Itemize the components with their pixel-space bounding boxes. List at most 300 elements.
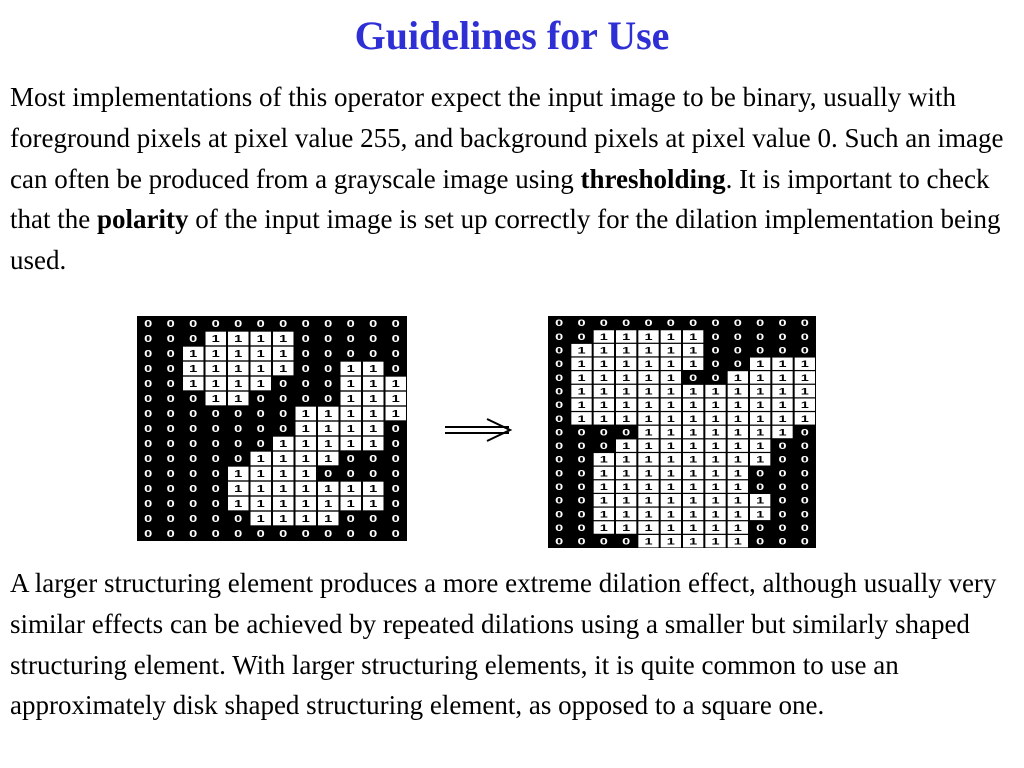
input-grid-cell-value: 1 [189,378,198,390]
input-grid-cell-value: 0 [256,423,265,435]
output-grid-cell-value: 0 [778,468,787,479]
input-grid-cell-value: 1 [279,513,288,525]
input-grid-cell-value: 1 [211,393,220,405]
output-grid-cell-value: 0 [733,318,742,329]
input-grid-cell-value: 0 [211,318,220,330]
output-grid-cell-value: 0 [577,468,586,479]
input-grid-cell-value: 0 [189,423,198,435]
input-grid-cell-value: 0 [166,363,175,375]
input-grid-cell-value: 0 [346,528,355,540]
output-grid-cell-value: 0 [555,509,564,520]
input-grid-cell-value: 1 [301,453,310,465]
output-grid-cell-value: 0 [778,481,787,493]
output-grid-cell-value: 1 [644,345,653,356]
output-grid-cell-value: 1 [756,386,765,397]
input-grid-cell-value: 0 [369,348,378,360]
input-grid-cell-value: 0 [324,378,333,390]
output-grid-cell-value: 1 [644,427,653,438]
output-grid-cell-value: 1 [733,386,742,397]
output-grid-cell-value: 1 [711,522,720,534]
output-grid-cell-value: 0 [711,331,720,343]
output-grid-cell-value: 1 [689,331,698,343]
output-grid-cell-value: 1 [666,468,675,479]
output-grid-cell-value: 1 [599,359,608,370]
intro-paragraph [10,77,1020,281]
output-grid-cell-value: 0 [711,345,720,356]
input-grid-cell-value: 0 [301,528,310,540]
input-grid-cell-value: 0 [189,333,198,345]
output-grid-cell-value: 0 [733,345,742,356]
input-grid-cell-value: 1 [256,363,265,375]
output-grid-cell-value: 1 [644,536,653,547]
output-grid-cell-value: 1 [778,372,787,384]
output-grid-cell-value: 0 [666,318,675,329]
input-grid-cell-value: 1 [346,438,355,450]
slide-title: Guidelines for Use [354,13,670,58]
input-grid-cell-value: 0 [234,408,243,420]
output-grid-cell-value: 1 [599,345,608,356]
output-grid-cell-value: 1 [711,400,720,411]
input-grid-cell-value: 0 [256,408,265,420]
input-grid-cell-value: 1 [391,408,400,420]
input-grid-cell-value: 0 [391,333,400,345]
output-grid-cell-value: 1 [577,345,586,356]
output-grid-cell-value: 1 [666,413,675,424]
output-grid-cell-value: 1 [666,481,675,493]
output-grid-cell-value: 1 [666,372,675,384]
output-grid-cell-value: 1 [689,386,698,397]
output-grid-cell-value: 0 [689,372,698,384]
output-grid-cell-value: 0 [778,536,787,547]
output-grid-cell-value: 0 [800,468,809,479]
input-grid-cell-value: 1 [234,498,243,510]
input-grid-cell-value: 0 [324,348,333,360]
input-grid-cell-value: 0 [369,318,378,330]
input-grid-cell-value: 1 [369,408,378,420]
output-grid-cell-value: 1 [599,454,608,465]
output-grid-cell-value: 1 [689,413,698,424]
input-grid-cell-value: 1 [211,348,220,360]
output-grid-cell-value: 0 [756,468,765,479]
input-grid-cell-value: 0 [279,528,288,540]
output-grid-cell-value: 1 [599,372,608,384]
input-grid-cell-value: 0 [189,498,198,510]
input-grid-cell-value: 0 [391,438,400,450]
output-grid-cell-value: 1 [711,495,720,506]
input-grid-cell-value: 1 [301,408,310,420]
output-grid-cell-value: 1 [689,495,698,506]
output-grid-cell-value: 1 [622,413,631,424]
output-grid-cell-value: 1 [577,386,586,397]
output-grid-cell-value: 1 [644,359,653,370]
input-grid-cell-value: 0 [144,378,153,390]
input-grid-cell-value: 0 [346,318,355,330]
input-grid-cell-value: 1 [324,513,333,525]
input-grid-cell-value: 0 [234,528,243,540]
input-grid-cell-value: 0 [144,318,153,330]
input-grid-cell-value: 0 [189,483,198,495]
output-grid-cell-value: 0 [756,345,765,356]
input-grid-cell-value: 0 [144,393,153,405]
output-grid-cell-value: 0 [622,427,631,438]
input-grid-cell-value: 0 [346,513,355,525]
input-grid-cell-value: 0 [144,438,153,450]
output-grid-cell-value: 1 [577,359,586,370]
input-grid-cell-value: 0 [166,378,175,390]
input-grid-cell-value: 1 [324,438,333,450]
output-grid-cell-value: 1 [666,536,675,547]
output-grid-cell-value: 0 [800,318,809,329]
input-grid-cell-value: 0 [144,333,153,345]
output-grid-cell-value: 0 [778,331,787,343]
output-grid-cell-value: 0 [577,440,586,452]
output-grid-cell-value: 1 [778,413,787,424]
output-grid-cell-value: 1 [778,427,787,438]
input-grid-cell-value: 0 [324,333,333,345]
output-grid-cell-value: 0 [644,318,653,329]
input-grid-cell-value: 1 [234,333,243,345]
output-grid-cell-value: 1 [622,522,631,534]
input-grid-cell-value: 0 [391,483,400,495]
output-grid-cell-value: 0 [756,536,765,547]
output-grid-cell-value: 0 [778,522,787,534]
input-grid-cell-value: 0 [391,453,400,465]
input-grid-cell-value: 1 [346,423,355,435]
output-grid-cell-value: 1 [644,454,653,465]
input-grid-cell-value: 0 [391,468,400,480]
output-grid-cell-value: 0 [577,509,586,520]
input-grid-cell-value: 1 [369,438,378,450]
output-grid-cell-value: 1 [689,522,698,534]
input-grid-cell-value: 1 [234,468,243,480]
output-grid-cell-value: 1 [778,359,787,370]
input-grid-cell-value: 1 [346,393,355,405]
input-grid-cell-value: 0 [391,348,400,360]
input-grid-cell-value: 1 [369,498,378,510]
input-grid-cell-value: 1 [346,408,355,420]
input-grid-cell-value: 0 [346,333,355,345]
output-grid-cell-value: 0 [733,331,742,343]
output-grid-cell-value: 1 [622,481,631,493]
output-grid-cell-value: 0 [555,495,564,506]
input-grid-cell-value: 0 [279,378,288,390]
output-grid-cell-value: 0 [689,318,698,329]
output-grid-cell-value: 0 [778,495,787,506]
output-grid-cell-value: 1 [666,386,675,397]
output-grid-cell-value: 1 [666,359,675,370]
input-grid-cell-value: 0 [346,348,355,360]
output-grid-cell-value: 0 [577,495,586,506]
bold-term: thresholding [580,163,726,194]
input-grid-cell-value: 1 [301,483,310,495]
output-grid-cell-value: 1 [666,331,675,343]
output-grid-cell-value: 0 [778,454,787,465]
input-grid-cell-value: 0 [234,513,243,525]
output-grid-cell-value: 1 [733,509,742,520]
output-grid-cell-value: 1 [800,372,809,384]
input-grid-cell-value: 0 [256,438,265,450]
output-grid-cell-value: 1 [689,468,698,479]
output-grid-cell-value: 1 [711,413,720,424]
input-grid-cell-value: 0 [279,423,288,435]
output-grid-cell-value: 1 [622,454,631,465]
output-grid-cell-value: 0 [778,345,787,356]
input-grid-cell-value: 0 [234,318,243,330]
output-grid-cell-value: 0 [555,481,564,493]
output-grid-cell-value: 1 [577,400,586,411]
input-grid-cell-value: 1 [256,333,265,345]
output-grid-cell-value: 0 [555,536,564,547]
input-grid-cell-value: 1 [189,348,198,360]
input-grid-cell-value: 1 [346,363,355,375]
output-grid-cell-value: 1 [644,331,653,343]
input-grid-cell-value: 0 [144,408,153,420]
input-grid-cell-value: 0 [324,528,333,540]
input-grid-cell-value: 1 [324,408,333,420]
output-grid-cell-value: 1 [599,522,608,534]
output-grid-cell-value: 0 [711,372,720,384]
output-grid-cell-value: 1 [599,481,608,493]
input-grid-cell-value: 1 [369,483,378,495]
input-grid-cell-value: 1 [346,378,355,390]
output-grid-cell-value: 0 [599,427,608,438]
output-grid-cell-value: 1 [711,536,720,547]
paragraph-text: of the input image is set up correctly for the dilation implementation being used. [10,204,1001,276]
output-grid-cell-value: 1 [622,345,631,356]
output-grid-cell-value: 1 [733,427,742,438]
input-grid-cell-value: 0 [279,393,288,405]
input-grid-cell-value: 0 [166,453,175,465]
output-grid-cell-value: 1 [666,509,675,520]
input-grid-cell-value: 1 [301,438,310,450]
output-grid-cell-value: 1 [599,509,608,520]
input-grid-cell-value: 0 [189,468,198,480]
output-grid-cell-value: 1 [733,536,742,547]
input-grid-cell-value: 0 [391,423,400,435]
output-grid-cell-value: 0 [599,440,608,452]
input-grid-cell-value: 1 [256,468,265,480]
input-grid-cell-value: 0 [301,363,310,375]
input-grid-cell-value: 0 [391,318,400,330]
input-grid-cell-value: 1 [211,363,220,375]
input-grid-cell-value: 0 [189,393,198,405]
input-grid-cell-value: 0 [301,393,310,405]
input-grid-cell-value: 1 [301,468,310,480]
input-grid-cell-value: 1 [324,453,333,465]
output-grid-cell-value: 0 [733,359,742,370]
input-grid-cell-value: 0 [211,498,220,510]
input-grid-cell-value: 1 [279,348,288,360]
output-grid-cell-value: 0 [778,440,787,452]
output-grid-cell-value: 1 [689,536,698,547]
input-grid-cell-value: 0 [211,408,220,420]
input-grid-cell-value: 0 [166,348,175,360]
output-grid-cell-value: 0 [577,318,586,329]
input-grid-cell-value: 0 [144,423,153,435]
output-grid-cell-value: 0 [756,318,765,329]
output-grid-cell-value: 1 [599,400,608,411]
input-grid-cell-value: 1 [234,348,243,360]
input-grid-cell-value: 0 [256,318,265,330]
output-grid-cell-value: 0 [555,318,564,329]
output-grid-cell-value: 1 [756,454,765,465]
output-grid-cell-value: 0 [599,536,608,547]
output-grid-cell-value: 1 [756,440,765,452]
paragraph-text: . It is important to check that the [10,163,990,235]
input-grid-cell-value: 0 [324,318,333,330]
input-grid-cell-value: 1 [256,498,265,510]
output-grid-cell-value: 1 [644,468,653,479]
output-grid-cell-value: 1 [644,495,653,506]
input-grid-cell-value: 1 [391,393,400,405]
output-grid-cell-value: 1 [622,400,631,411]
output-grid-cell-value: 1 [689,440,698,452]
output-grid-cell-value: 0 [800,481,809,493]
input-grid-cell-value: 1 [279,483,288,495]
output-grid-cell-value: 1 [711,468,720,479]
input-grid-cell-value: 1 [279,333,288,345]
output-grid-cell-value: 1 [733,468,742,479]
input-grid-cell-value: 0 [234,423,243,435]
output-grid-cell-value: 0 [577,454,586,465]
output-grid-cell-value: 0 [577,522,586,534]
output-grid-cell-value: 0 [577,427,586,438]
output-grid-cell-value: 1 [666,427,675,438]
output-grid-cell-value: 1 [622,509,631,520]
input-grid-cell-value: 0 [369,453,378,465]
output-grid-cell-value: 1 [599,386,608,397]
output-grid-cell-value: 1 [622,468,631,479]
output-grid-cell-value: 1 [644,522,653,534]
output-grid-cell-value: 0 [555,413,564,424]
input-grid-cell-value: 0 [369,468,378,480]
output-grid-cell-value: 1 [666,400,675,411]
input-grid-cell-value: 0 [391,498,400,510]
input-grid-cell-value: 0 [144,513,153,525]
input-grid-cell-value: 0 [346,453,355,465]
input-grid-cell-value: 0 [211,453,220,465]
output-grid-cell-value: 1 [599,413,608,424]
bold-term: polarity [96,204,189,235]
input-grid-cell-value: 1 [391,378,400,390]
input-grid-cell-value: 0 [144,528,153,540]
input-grid-cell-value: 1 [256,453,265,465]
output-grid-cell-value: 1 [711,481,720,493]
input-grid-cell-value: 0 [369,513,378,525]
output-grid-cell-value: 1 [756,359,765,370]
input-grid-cell-value: 0 [324,363,333,375]
input-grid-cell-value: 1 [256,348,265,360]
output-grid-cell-value: 1 [622,359,631,370]
output-grid-cell-value: 1 [666,440,675,452]
output-grid-cell-value: 1 [733,495,742,506]
output-grid-cell-value: 1 [577,372,586,384]
output-grid-cell-value: 1 [733,522,742,534]
input-grid-cell-value: 1 [369,423,378,435]
input-grid-cell-value: 0 [324,468,333,480]
output-grid-cell-value: 1 [778,386,787,397]
input-grid-cell-value: 0 [301,333,310,345]
output-grid-cell-value: 1 [689,509,698,520]
input-binary-image-grid [137,316,407,541]
output-grid-cell-value: 1 [756,509,765,520]
input-grid-cell-value: 0 [211,513,220,525]
output-grid-cell-value: 1 [644,440,653,452]
output-grid-cell-value: 1 [644,413,653,424]
output-grid-cell-value: 1 [778,400,787,411]
input-grid-cell-value: 0 [144,363,153,375]
input-grid-cell-value: 0 [279,318,288,330]
output-grid-cell-value: 1 [689,427,698,438]
input-grid-cell-value: 0 [369,528,378,540]
input-grid-cell-value: 0 [211,528,220,540]
input-grid-cell-value: 0 [144,498,153,510]
input-grid-cell-value: 0 [301,318,310,330]
input-grid-cell-value: 0 [189,408,198,420]
input-grid-cell-value: 0 [189,453,198,465]
input-grid-cell-value: 0 [324,393,333,405]
output-grid-cell-value: 1 [666,454,675,465]
input-grid-cell-value: 0 [301,348,310,360]
input-grid-cell-value: 0 [189,513,198,525]
output-grid-cell-value: 0 [555,440,564,452]
output-grid-cell-value: 1 [756,495,765,506]
input-grid-cell-value: 0 [166,393,175,405]
input-grid-cell-value: 0 [211,438,220,450]
output-grid-cell-value: 0 [555,372,564,384]
input-grid-cell-value: 1 [279,468,288,480]
output-grid-cell-value: 1 [689,481,698,493]
output-grid-cell-value: 1 [644,400,653,411]
input-grid-cell-value: 0 [234,453,243,465]
output-grid-cell-value: 1 [711,427,720,438]
output-grid-cell-value: 1 [689,400,698,411]
output-grid-cell-value: 0 [800,345,809,356]
input-grid-cell-value: 0 [211,423,220,435]
output-grid-cell-value: 1 [733,440,742,452]
input-grid-cell-value: 0 [279,408,288,420]
input-grid-cell-value: 1 [301,498,310,510]
output-grid-cell-value: 0 [800,331,809,343]
output-grid-cell-value: 0 [778,318,787,329]
input-grid-cell-value: 0 [166,318,175,330]
input-grid-cell-value: 0 [166,513,175,525]
output-grid-cell-value: 1 [711,386,720,397]
input-grid-cell-value: 0 [256,528,265,540]
input-grid-cell-value: 1 [346,498,355,510]
output-grid-cell-value: 1 [756,372,765,384]
input-grid-cell-value: 1 [301,423,310,435]
output-grid-cell-value: 0 [711,318,720,329]
output-grid-cell-value: 1 [599,331,608,343]
output-grid-cell-value: 1 [622,331,631,343]
output-grid-cell-value: 1 [800,359,809,370]
output-grid-cell-value: 0 [711,359,720,370]
structuring-element-paragraph: A larger structuring element produces a more extreme dilation effect, although usually very similar effects can be achieved by repeated dilations using a smaller but similarly shaped structuring element. With larger structuring elements, it is quite common to use an approximately disk shaped structuring element, as opposed to a square one. [10,568,997,721]
arrow-right-icon [443,414,513,446]
output-grid-cell-value: 0 [577,481,586,493]
output-grid-cell-value: 1 [711,454,720,465]
input-grid-cell-value: 1 [234,378,243,390]
output-grid-cell-value: 0 [555,345,564,356]
input-grid-cell-value: 0 [144,483,153,495]
output-grid-cell-value: 0 [800,440,809,452]
input-grid-cell-value: 0 [391,528,400,540]
input-grid-cell-value: 0 [369,333,378,345]
output-grid-cell-value: 1 [666,522,675,534]
output-grid-cell-value: 0 [800,427,809,438]
input-grid-cell-value: 0 [166,498,175,510]
